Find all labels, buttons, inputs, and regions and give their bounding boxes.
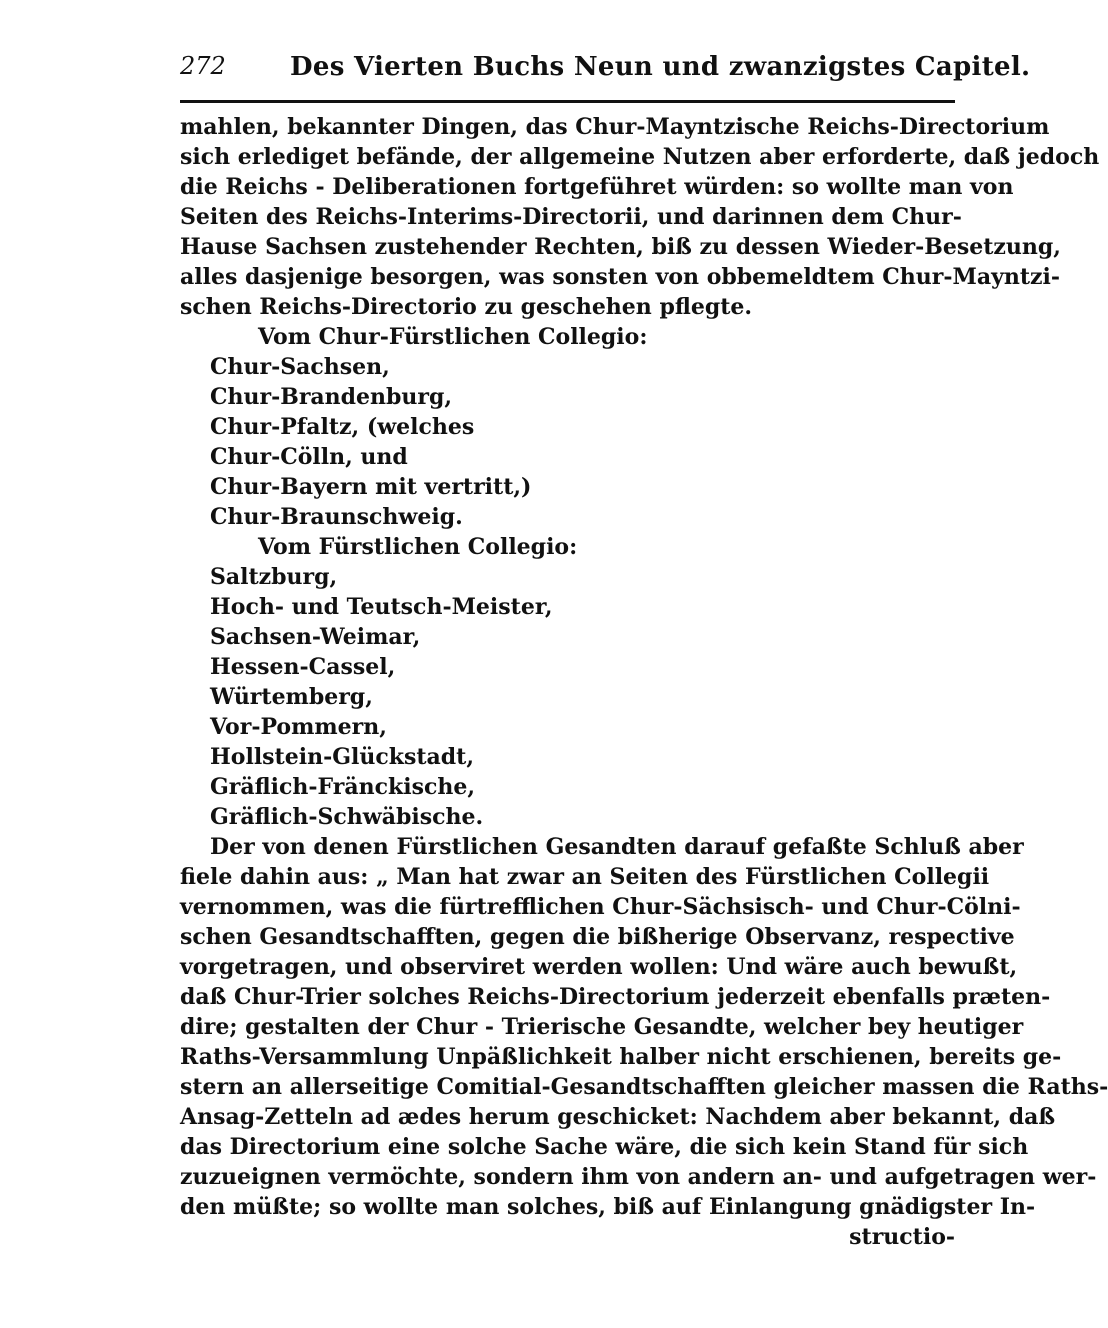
list-item: Saltzburg,: [210, 564, 338, 590]
page-number: 272: [180, 52, 226, 80]
section-heading: Vom Chur-Fürstlichen Collegio:: [258, 324, 648, 350]
text-line: schen Gesandtschafften, gegen die bißherige Observanz, respective: [180, 924, 1015, 950]
list-item: Hoch- und Teutsch-Meister,: [210, 594, 553, 620]
body-text: [180, 112, 1108, 1252]
list-item: Chur-Bayern mit vertritt,): [210, 474, 532, 500]
list-item: Hollstein-Glückstadt,: [210, 744, 474, 770]
section-heading: Vom Fürstlichen Collegio:: [258, 534, 578, 560]
text-line: das Directorium eine solche Sache wäre, die sich kein Stand für sich: [180, 1134, 1029, 1160]
list-item: Vor-Pommern,: [210, 714, 387, 740]
page-header: [180, 52, 1031, 92]
text-line: alles dasjenige besorgen, was sonsten von obbemeldtem Chur-Mayntzi-: [180, 264, 1061, 290]
text-line: fiele dahin aus: „ Man hat zwar an Seiten des Fürstlichen Collegii: [180, 864, 990, 890]
list-item: Chur-Cölln, und: [210, 444, 408, 470]
list-item: Chur-Braunschweig.: [210, 504, 463, 530]
text-line: vernommen, was die fürtrefflichen Chur-Sächsisch- und Chur-Cölni-: [180, 894, 1021, 920]
list-item: Chur-Pfaltz, (welches: [210, 414, 475, 440]
text-line: Hause Sachsen zustehender Rechten, biß zu dessen Wieder-Besetzung,: [180, 234, 1061, 260]
text-line: mahlen, bekannter Dingen, das Chur-Mayntzische Reichs-Directorium: [180, 114, 1050, 140]
list-item: Chur-Brandenburg,: [210, 384, 453, 410]
text-line: Seiten des Reichs-Interims-Directorii, und darinnen dem Chur-: [180, 204, 962, 230]
list-item: Hessen-Cassel,: [210, 654, 396, 680]
catchword: structio-: [849, 1224, 955, 1250]
text-line: zuzueignen vermöchte, sondern ihm von andern an- und aufgetragen wer-: [180, 1164, 1097, 1190]
text-line: sich erlediget befände, der allgemeine Nutzen aber erforderte, daß jedoch: [180, 144, 1100, 170]
text-line: schen Reichs-Directorio zu geschehen pflegte.: [180, 294, 753, 320]
text-line: vorgetragen, und observiret werden wollen: Und wäre auch bewußt,: [180, 954, 1018, 980]
text-line: Ansag-Zetteln ad ædes herum geschicket: Nachdem aber bekannt, daß: [180, 1104, 1056, 1130]
text-line: dire; gestalten der Chur - Trierische Gesandte, welcher bey heutiger: [180, 1014, 1024, 1040]
list-item: Gräflich-Schwäbische.: [210, 804, 484, 830]
text-line: den müßte; so wollte man solches, biß auf Einlangung gnädigster In-: [180, 1194, 1036, 1220]
list-item: Sachsen-Weimar,: [210, 624, 421, 650]
list-item: Chur-Sachsen,: [210, 354, 390, 380]
text-line: Raths-Versammlung Unpäßlichkeit halber nicht erschienen, bereits ge-: [180, 1044, 1062, 1070]
running-head: Des Vierten Buchs Neun und zwanzigstes Capitel.: [290, 52, 1031, 82]
text-line: die Reichs - Deliberationen fortgeführet würden: so wollte man von: [180, 174, 1014, 200]
header-rule: [180, 100, 955, 103]
text-line: Der von denen Fürstlichen Gesandten darauf gefaßte Schluß aber: [210, 834, 1024, 860]
list-item: Gräflich-Fränckische,: [210, 774, 476, 800]
text-line: stern an allerseitige Comitial-Gesandtschafften gleicher massen die Raths-: [180, 1074, 1108, 1100]
list-item: Würtemberg,: [210, 684, 373, 710]
text-line: daß Chur-Trier solches Reichs-Directorium jederzeit ebenfalls præten-: [180, 984, 1051, 1010]
